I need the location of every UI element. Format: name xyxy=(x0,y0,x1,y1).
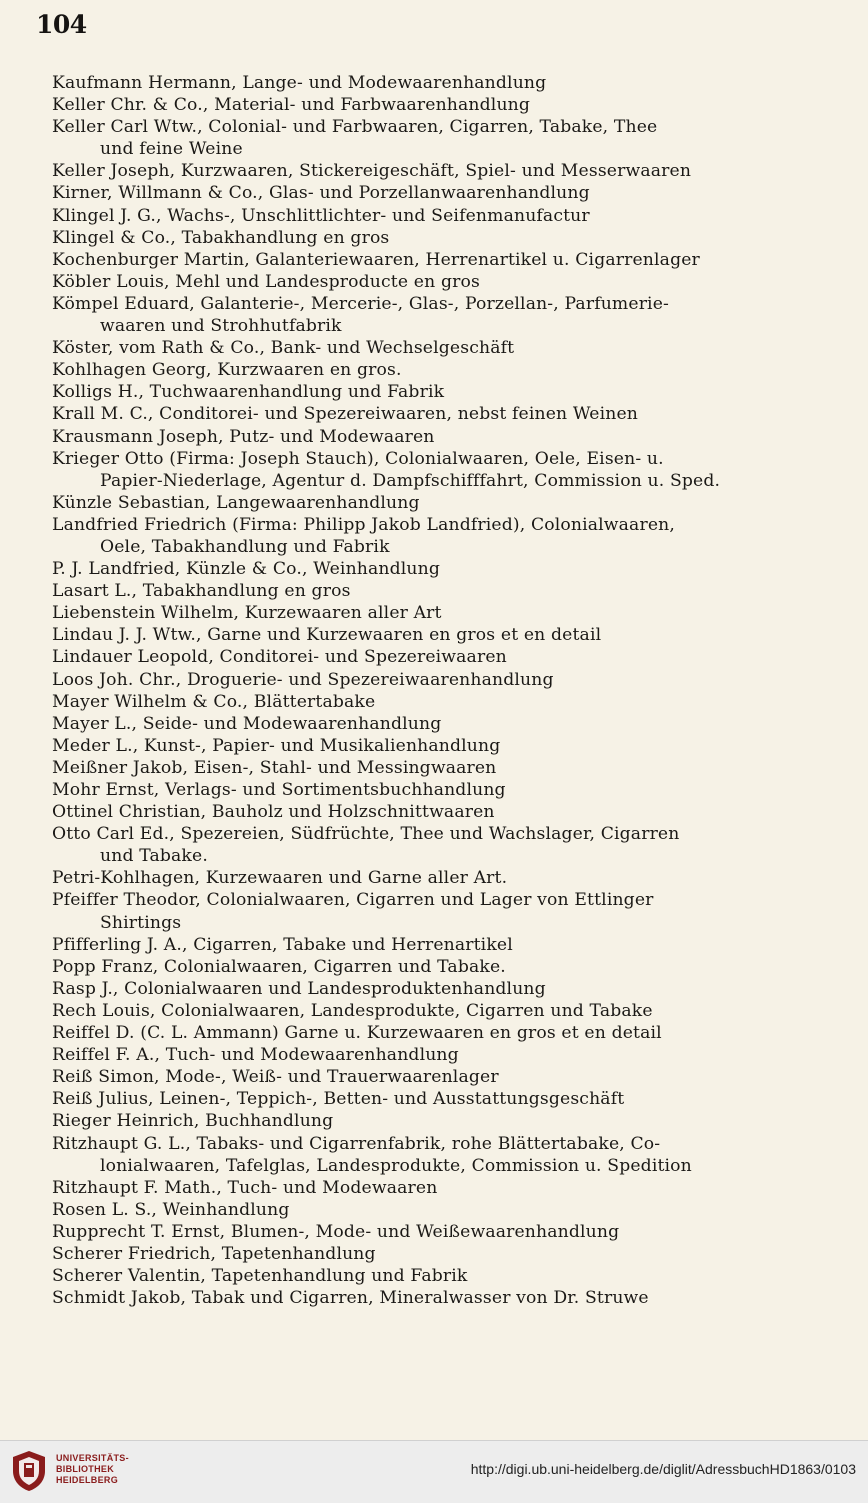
directory-entry xyxy=(52,757,842,779)
entry-text: Kolligs H., Tuchwaarenhandlung und Fabrik xyxy=(52,382,445,403)
directory-entry xyxy=(52,1022,842,1044)
entry-text: Lindauer Leopold, Conditorei- und Spezereiwaaren xyxy=(52,647,507,668)
directory-entry xyxy=(52,823,842,867)
directory-entry xyxy=(52,1000,842,1022)
directory-entry xyxy=(52,558,842,580)
entry-text: Reiß Julius, Leinen-, Teppich-, Betten- und Ausstattungsgeschäft xyxy=(52,1089,625,1110)
directory-entry xyxy=(52,403,842,425)
entry-text: Rasp J., Colonialwaaren und Landesproduktenhandlung xyxy=(52,978,546,999)
directory-entry xyxy=(52,1088,842,1110)
entry-text: Rupprecht T. Ernst, Blumen-, Mode- und Weißewaarenhandlung xyxy=(52,1221,620,1242)
entry-text: Ritzhaupt F. Math., Tuch- und Modewaaren xyxy=(52,1177,438,1198)
entry-text: Ottinel Christian, Bauholz und Holzschnittwaaren xyxy=(52,802,495,823)
entry-text: Petri-Kohlhagen, Kurzewaaren und Garne aller Art. xyxy=(52,868,508,889)
directory-entry xyxy=(52,801,842,823)
directory-entry xyxy=(52,1133,842,1177)
entry-text: Reiffel D. (C. L. Ammann) Garne u. Kurzewaaren en gros et en detail xyxy=(52,1023,662,1044)
university-seal-icon xyxy=(10,1449,48,1493)
directory-entry xyxy=(52,1287,842,1309)
entry-text: Kohlhagen Georg, Kurzwaaren en gros. xyxy=(52,360,402,381)
entry-text: Reiß Simon, Mode-, Weiß- und Trauerwaarenlager xyxy=(52,1067,499,1088)
entry-text: Meißner Jakob, Eisen-, Stahl- und Messingwaaren xyxy=(52,757,497,778)
entry-text: Kochenburger Martin, Galanteriewaaren, Herrenartikel u. Cigarrenlager xyxy=(52,249,700,270)
entry-text: Mayer Wilhelm & Co., Blättertabake xyxy=(52,691,376,712)
directory-entry xyxy=(52,448,842,492)
library-name-line-1: UNIVERSITÄTS- xyxy=(56,1453,129,1463)
entry-text: Loos Joh. Chr., Droguerie- und Spezereiwaarenhandlung xyxy=(52,669,554,690)
directory-entry xyxy=(52,249,842,271)
directory-entry xyxy=(52,889,842,933)
directory-entry xyxy=(52,227,842,249)
directory-entry xyxy=(52,514,842,558)
entry-continuation: und feine Weine xyxy=(100,139,243,160)
directory-entry xyxy=(52,1221,842,1243)
entry-continuation: und Tabake. xyxy=(100,846,208,867)
directory-entry xyxy=(52,359,842,381)
directory-entry xyxy=(52,337,842,359)
directory-entry xyxy=(52,72,842,94)
entry-text: Landfried Friedrich (Firma: Philipp Jakob Landfried), Colonialwaaren, xyxy=(52,514,675,535)
directory-entry xyxy=(52,1177,842,1199)
entry-text: Mohr Ernst, Verlags- und Sortimentsbuchhandlung xyxy=(52,780,506,800)
directory-entry xyxy=(52,1199,842,1221)
viewer-footer xyxy=(0,1440,868,1503)
directory-entry xyxy=(52,691,842,713)
entry-text: Kirner, Willmann & Co., Glas- und Porzellanwaarenhandlung xyxy=(52,183,590,204)
library-name-line-3: HEIDELBERG xyxy=(56,1475,119,1485)
entry-text: Köbler Louis, Mehl und Landesproducte en gros xyxy=(52,271,480,292)
directory-entry xyxy=(52,116,842,160)
entry-text: Rech Louis, Colonialwaaren, Landesprodukte, Cigarren und Tabake xyxy=(52,1000,653,1021)
directory-entry xyxy=(52,426,842,448)
page-number: 104 xyxy=(36,10,87,39)
entry-text: Scherer Valentin, Tapetenhandlung und Fabrik xyxy=(52,1266,468,1287)
entry-text: Ritzhaupt G. L., Tabaks- und Cigarrenfabrik, rohe Blättertabake, Co- xyxy=(52,1133,661,1154)
entry-text: Meder L., Kunst-, Papier- und Musikalienhandlung xyxy=(52,735,501,756)
directory-entry xyxy=(52,978,842,1000)
entry-continuation: Oele, Tabakhandlung und Fabrik xyxy=(100,536,390,557)
directory-entry xyxy=(52,1066,842,1088)
entry-text: Liebenstein Wilhelm, Kurzewaaren aller Art xyxy=(52,603,442,624)
entry-text: Krausmann Joseph, Putz- und Modewaaren xyxy=(52,426,435,447)
directory-entry xyxy=(52,624,842,646)
directory-entry xyxy=(52,160,842,182)
entry-text: Rosen L. S., Weinhandlung xyxy=(52,1199,290,1220)
entry-text: P. J. Landfried, Künzle & Co., Weinhandlung xyxy=(52,559,441,580)
entry-text: Scherer Friedrich, Tapetenhandlung xyxy=(52,1243,376,1264)
entry-text: Keller Carl Wtw., Colonial- und Farbwaaren, Cigarren, Tabake, Thee xyxy=(52,117,658,138)
entry-text: Popp Franz, Colonialwaaren, Cigarren und Tabake. xyxy=(52,956,506,977)
entry-text: Lasart L., Tabakhandlung en gros xyxy=(52,581,351,602)
directory-entry xyxy=(52,182,842,204)
entry-text: Klingel & Co., Tabakhandlung en gros xyxy=(52,227,390,248)
directory-entry xyxy=(52,1243,842,1265)
directory-entry xyxy=(52,381,842,403)
directory-entry xyxy=(52,646,842,668)
directory-entry xyxy=(52,669,842,691)
directory-entry xyxy=(52,293,842,337)
directory-entry xyxy=(52,735,842,757)
entry-text: Schmidt Jakob, Tabak und Cigarren, Mineralwasser von Dr. Struwe xyxy=(52,1288,649,1309)
permalink-url[interactable]: http://digi.ub.uni-heidelberg.de/diglit/AdressbuchHD1863/0103 xyxy=(470,1461,856,1477)
entry-text: Köster, vom Rath & Co., Bank- und Wechselgeschäft xyxy=(52,338,515,359)
entry-text: Lindau J. J. Wtw., Garne und Kurzewaaren en gros et en detail xyxy=(52,625,602,646)
directory-entry xyxy=(52,1265,842,1287)
entry-text: Mayer L., Seide- und Modewaarenhandlung xyxy=(52,713,442,734)
entry-text: Künzle Sebastian, Langewaarenhandlung xyxy=(52,492,420,513)
directory-entry xyxy=(52,580,842,602)
directory-entry xyxy=(52,934,842,956)
entry-text: Klingel J. G., Wachs-, Unschlittlichter- und Seifenmanufactur xyxy=(52,205,590,226)
directory-entry xyxy=(52,602,842,624)
directory-entry xyxy=(52,205,842,227)
entry-text: Keller Chr. & Co., Material- und Farbwaarenhandlung xyxy=(52,95,531,116)
directory-entry xyxy=(52,1044,842,1066)
entry-continuation: Shirtings xyxy=(100,912,182,933)
entry-text: Reiffel F. A., Tuch- und Modewaarenhandlung xyxy=(52,1045,459,1066)
entry-text: Krieger Otto (Firma: Joseph Stauch), Colonialwaaren, Oele, Eisen- u. xyxy=(52,448,664,469)
directory-entry xyxy=(52,492,842,514)
directory-entry xyxy=(52,713,842,735)
directory-list xyxy=(52,72,842,1309)
entry-text: Pfeiffer Theodor, Colonialwaaren, Cigarren und Lager von Ettlinger xyxy=(52,890,654,911)
entry-text: Kaufmann Hermann, Lange- und Modewaarenhandlung xyxy=(52,73,547,93)
library-name xyxy=(56,1453,129,1486)
entry-text: Keller Joseph, Kurzwaaren, Stickereigeschäft, Spiel- und Messerwaaren xyxy=(52,161,692,182)
entry-text: Kömpel Eduard, Galanterie-, Mercerie-, Glas-, Porzellan-, Parfumerie- xyxy=(52,293,669,314)
entry-continuation: lonialwaaren, Tafelglas, Landesprodukte, Commission u. Spedition xyxy=(100,1155,692,1176)
entry-text: Otto Carl Ed., Spezereien, Südfrüchte, Thee und Wachslager, Cigarren xyxy=(52,824,680,845)
directory-entry xyxy=(52,956,842,978)
entry-text: Pfifferling J. A., Cigarren, Tabake und Herrenartikel xyxy=(52,934,513,955)
entry-text: Krall M. C., Conditorei- und Spezereiwaaren, nebst feinen Weinen xyxy=(52,404,639,425)
directory-entry xyxy=(52,271,842,293)
directory-entry xyxy=(52,1110,842,1132)
entry-continuation: waaren und Strohhutfabrik xyxy=(100,316,342,337)
directory-entry xyxy=(52,94,842,116)
directory-entry xyxy=(52,867,842,889)
entry-text: Rieger Heinrich, Buchhandlung xyxy=(52,1111,334,1132)
directory-entry xyxy=(52,779,842,801)
library-name-line-2: BIBLIOTHEK xyxy=(56,1464,114,1474)
entry-continuation: Papier-Niederlage, Agentur d. Dampfschifffahrt, Commission u. Sped. xyxy=(100,470,721,491)
